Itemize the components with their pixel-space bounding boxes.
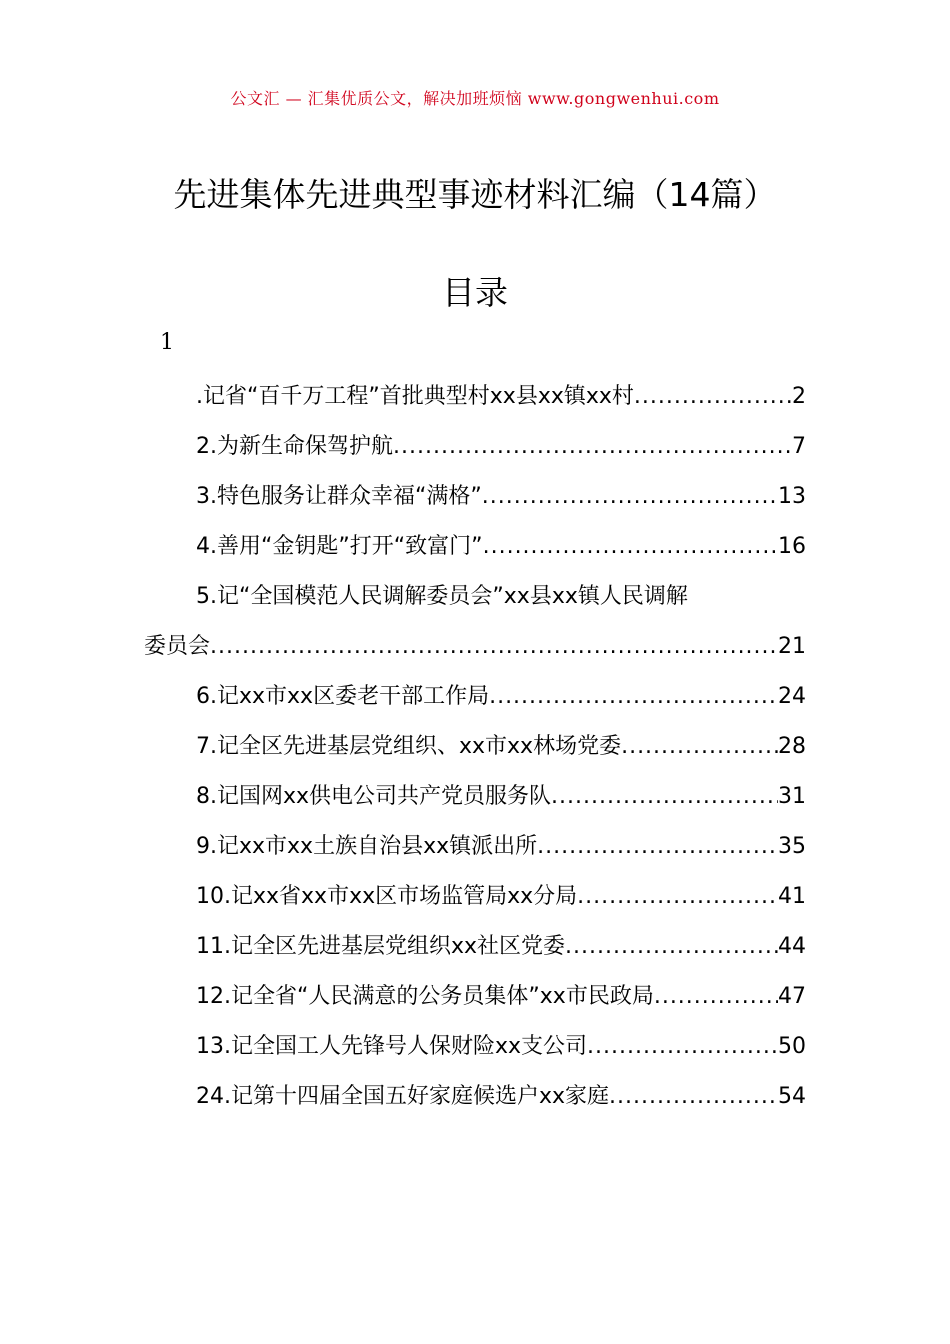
toc-entry[interactable] <box>196 722 806 772</box>
toc-entry[interactable] <box>196 822 806 872</box>
toc-entry-title: 5.记“全国模范人民调解委员会”xx县xx镇人民调解 <box>196 584 688 609</box>
toc-entry-page: 44 <box>778 934 806 959</box>
toc-leader-dots <box>654 972 778 1022</box>
toc-leader-dots <box>621 722 778 772</box>
toc-entry[interactable] <box>144 622 806 672</box>
toc-entry-title: 13.记全国工人先锋号人保财险xx支公司 <box>196 1034 588 1059</box>
toc-entry[interactable] <box>196 1072 806 1122</box>
toc-leader-dots <box>393 422 792 472</box>
toc-entry-page: 24 <box>778 684 806 709</box>
toc-entry-title: 12.记全省“人民满意的公务员集体”xx市民政局 <box>196 984 654 1009</box>
toc-entry-page: 50 <box>778 1034 806 1059</box>
toc-entry[interactable] <box>196 872 806 922</box>
toc-leader-dots <box>577 872 778 922</box>
toc-heading: 目录 <box>442 273 508 312</box>
toc-leader-dots <box>483 522 778 572</box>
toc-entry-title: 24.记第十四届全国五好家庭候选户xx家庭 <box>196 1084 610 1109</box>
toc-leader-dots <box>537 822 778 872</box>
toc-entry-wrapped-line[interactable] <box>196 572 806 622</box>
toc-leader-dots <box>210 622 778 672</box>
toc-entry[interactable] <box>196 522 806 572</box>
toc-entry-page: 47 <box>778 984 806 1009</box>
toc-entry-page: 13 <box>778 484 806 509</box>
toc-entry-title: 4.善用“金钥匙”打开“致富门” <box>196 534 483 559</box>
toc-entry-title: 7.记全区先进基层党组织、xx市xx林场党委 <box>196 734 622 759</box>
page-marker: 1 <box>160 330 174 355</box>
toc-entry[interactable] <box>196 1022 806 1072</box>
toc-entry-page: 31 <box>778 784 806 809</box>
toc-leader-dots <box>587 1022 778 1072</box>
toc-entry-title-continued: 委员会 <box>144 634 211 659</box>
toc-entry-page: 21 <box>778 634 806 659</box>
document-title: 先进集体先进典型事迹材料汇编（14篇） <box>173 175 777 214</box>
toc-leader-dots <box>551 772 778 822</box>
toc-leader-dots <box>482 472 778 522</box>
toc-entry[interactable] <box>196 672 806 722</box>
toc-entry[interactable] <box>196 772 806 822</box>
toc-entry-title: 9.记xx市xx土族自治县xx镇派出所 <box>196 834 538 859</box>
toc-entry-title: 2.为新生命保驾护航 <box>196 434 393 459</box>
toc-entry[interactable] <box>196 972 806 1022</box>
toc-entry-page: 28 <box>778 734 806 759</box>
toc-entry-title: 10.记xx省xx市xx区市场监管局xx分局 <box>196 884 578 909</box>
toc-leader-dots <box>489 672 778 722</box>
toc-entry-page: 2 <box>792 384 806 409</box>
toc-entry-page: 7 <box>792 434 806 459</box>
toc-entry-title: 6.记xx市xx区委老干部工作局 <box>196 684 490 709</box>
toc-leader-dots <box>609 1072 778 1122</box>
toc-entry-title: .记省“百千万工程”首批典型村xx县xx镇xx村 <box>196 384 634 409</box>
toc-entry-title: 8.记国网xx供电公司共产党员服务队 <box>196 784 552 809</box>
header-banner: 公文汇 — 汇集优质公文，解决加班烦恼 www.gongwenhui.com <box>230 89 720 108</box>
toc-entry[interactable] <box>196 922 806 972</box>
toc-leader-dots <box>634 372 792 422</box>
toc-entry-page: 41 <box>778 884 806 909</box>
toc-entry-page: 54 <box>778 1084 806 1109</box>
toc-entry-page: 16 <box>778 534 806 559</box>
toc-entry-title: 11.记全区先进基层党组织xx社区党委 <box>196 934 566 959</box>
toc-entry-title: 3.特色服务让群众幸福“满格” <box>196 484 482 509</box>
toc-entry[interactable] <box>196 422 806 472</box>
toc-entry-page: 35 <box>778 834 806 859</box>
toc-leader-dots <box>565 922 778 972</box>
toc-entry[interactable] <box>196 472 806 522</box>
toc-entry[interactable] <box>196 372 806 422</box>
